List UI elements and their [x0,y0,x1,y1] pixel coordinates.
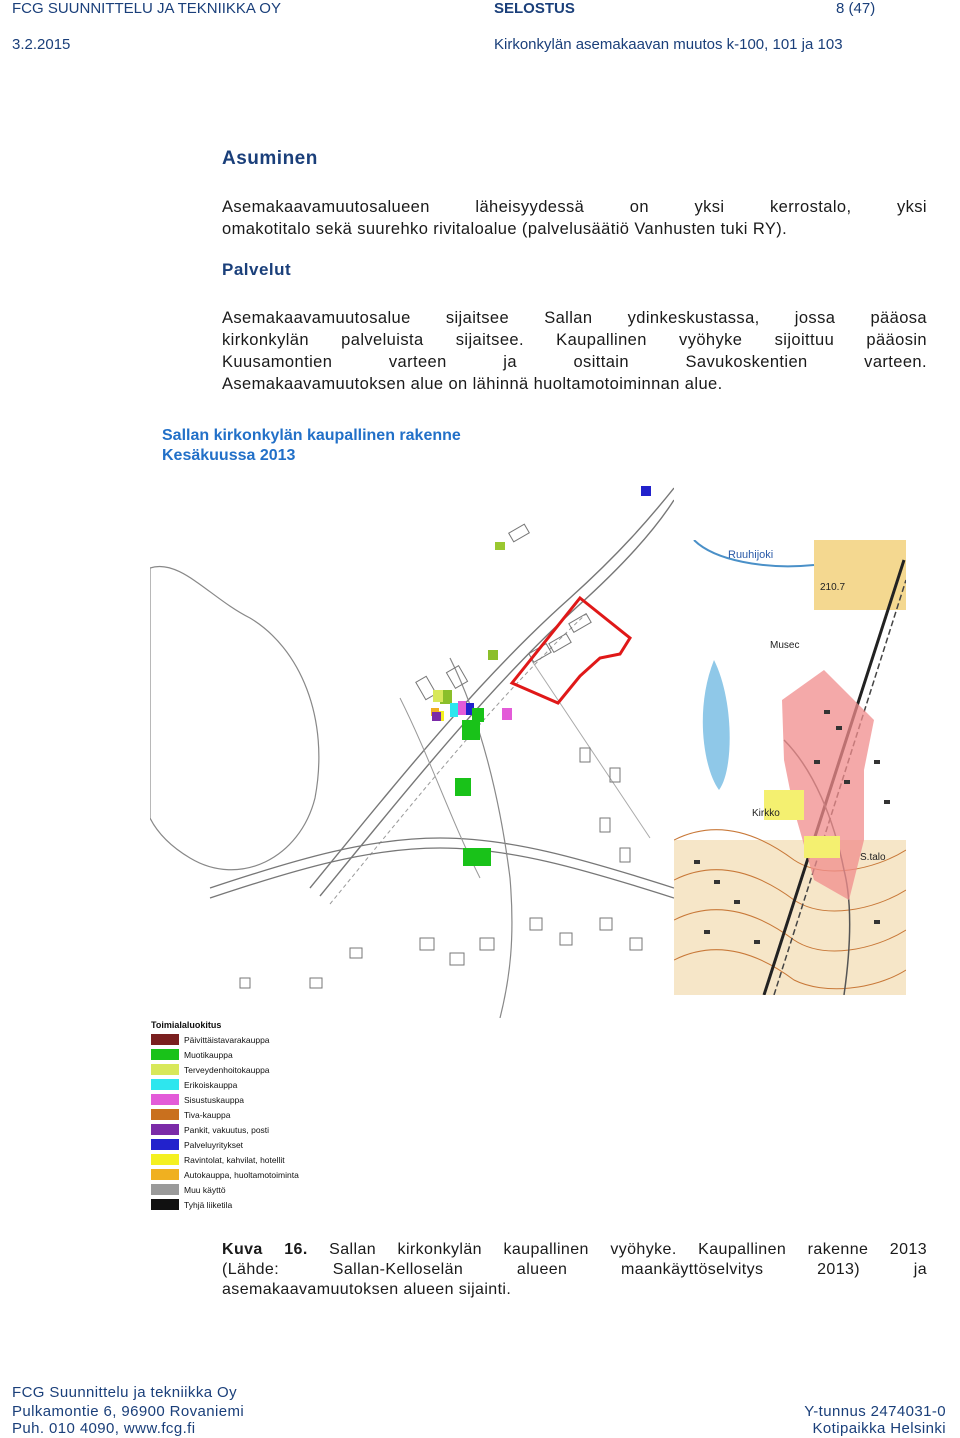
legend-label: Päivittäistavarakauppa [184,1035,270,1045]
map-legend [148,1016,333,1214]
inset-label-stalo: S.talo [860,852,886,863]
legend-swatch [151,1139,179,1150]
footer-business-id: Y-tunnus 2474031-0 [804,1403,946,1420]
inset-label-elevation: 210.7 [820,582,846,593]
paragraph-line: omakotitalo sekä suurehko rivitaloalue (palvelusäätiö Vanhusten tuki RY). [222,220,788,238]
paragraph-line: kirkonkylän palveluista sijaitsee. Kaupallinen vyöhyke sijoittuu pääosin [222,331,927,349]
header-page-number: 8 (47) [836,0,876,17]
legend-swatch [151,1034,179,1045]
legend-swatch [151,1124,179,1135]
legend-label: Autokauppa, huoltamotoiminta [184,1170,299,1180]
legend-swatch [151,1049,179,1060]
footer-phone-web: Puh. 010 4090, www.fcg.fi [12,1420,196,1437]
header-project: Kirkonkylän asemakaavan muutos k-100, 101 ja 103 [494,36,843,53]
legend-swatch [151,1154,179,1165]
paragraph-asuminen [222,196,927,240]
paragraph-line: Kuusamontien varteen ja osittain Savukoskentien varteen. [222,353,927,371]
section-heading-asuminen: Asuminen [222,148,318,169]
paragraph-line: Asemakaavamuutoksen alue on lähinnä huoltamotoiminnan alue. [222,375,723,393]
commercial-structure-map [150,418,674,1018]
legend-label: Erikoiskauppa [184,1080,238,1090]
legend-swatch [151,1094,179,1105]
inset-label-kirkko: Kirkko [752,808,780,819]
footer-company: FCG Suunnittelu ja tekniikka Oy [12,1384,237,1401]
legend-swatch [151,1199,179,1210]
caption-label: Kuva 16. [222,1241,308,1258]
legend-label: Palveluyritykset [184,1140,244,1150]
caption-line-2: (Lähde: Sallan-Kelloselän alueen maankäyttöselvitys 2013) ja [222,1261,927,1278]
legend-label: Ravintolat, kahvilat, hotellit [184,1155,285,1165]
map-title-line1: Sallan kirkonkylän kaupallinen rakenne [162,427,461,444]
header-date: 3.2.2015 [12,36,71,53]
footer-address: Pulkamontie 6, 96900 Rovaniemi [12,1403,245,1420]
legend-label: Muu käyttö [184,1185,226,1195]
header-doc-type: SELOSTUS [494,0,575,17]
inset-label-musec: Musec [770,640,800,651]
legend-title: Toimialaluokitus [151,1020,222,1030]
figure-caption [222,1240,927,1302]
caption-line-3: asemakaavamuutoksen alueen sijainti. [222,1281,512,1298]
caption-text-1: Sallan kirkonkylän kaupallinen vyöhyke. Kaupallinen rakenne 2013 [329,1241,927,1258]
legend-label: Sisustuskauppa [184,1095,245,1105]
caption-line-1 [222,1240,927,1260]
section-heading-palvelut: Palvelut [222,260,292,279]
legend-swatch [151,1169,179,1180]
map-title-line2: Kesäkuussa 2013 [162,447,296,464]
legend-label: Tiva-kauppa [184,1110,231,1120]
paragraph-line: Asemakaavamuutosalue sijaitsee Sallan ydinkeskustassa, jossa pääosa [222,309,927,327]
footer-domicile: Kotipaikka Helsinki [812,1420,946,1437]
paragraph-line: Asemakaavamuutosalueen läheisyydessä on yksi kerrostalo, yksi [222,198,927,216]
legend-label: Pankit, vakuutus, posti [184,1125,270,1135]
inset-label-ruuhijoki: Ruuhijoki [728,549,774,561]
paragraph-palvelut [222,307,927,395]
topographic-inset-map [674,540,906,995]
legend-label: Tyhjä liiketila [184,1200,233,1210]
header-company: FCG SUUNNITTELU JA TEKNIIKKA OY [12,0,281,17]
legend-swatch [151,1064,179,1075]
legend-swatch [151,1079,179,1090]
legend-swatch [151,1109,179,1120]
legend-label: Muotikauppa [184,1050,233,1060]
legend-label: Terveydenhoitokauppa [184,1065,270,1075]
legend-swatch [151,1184,179,1195]
